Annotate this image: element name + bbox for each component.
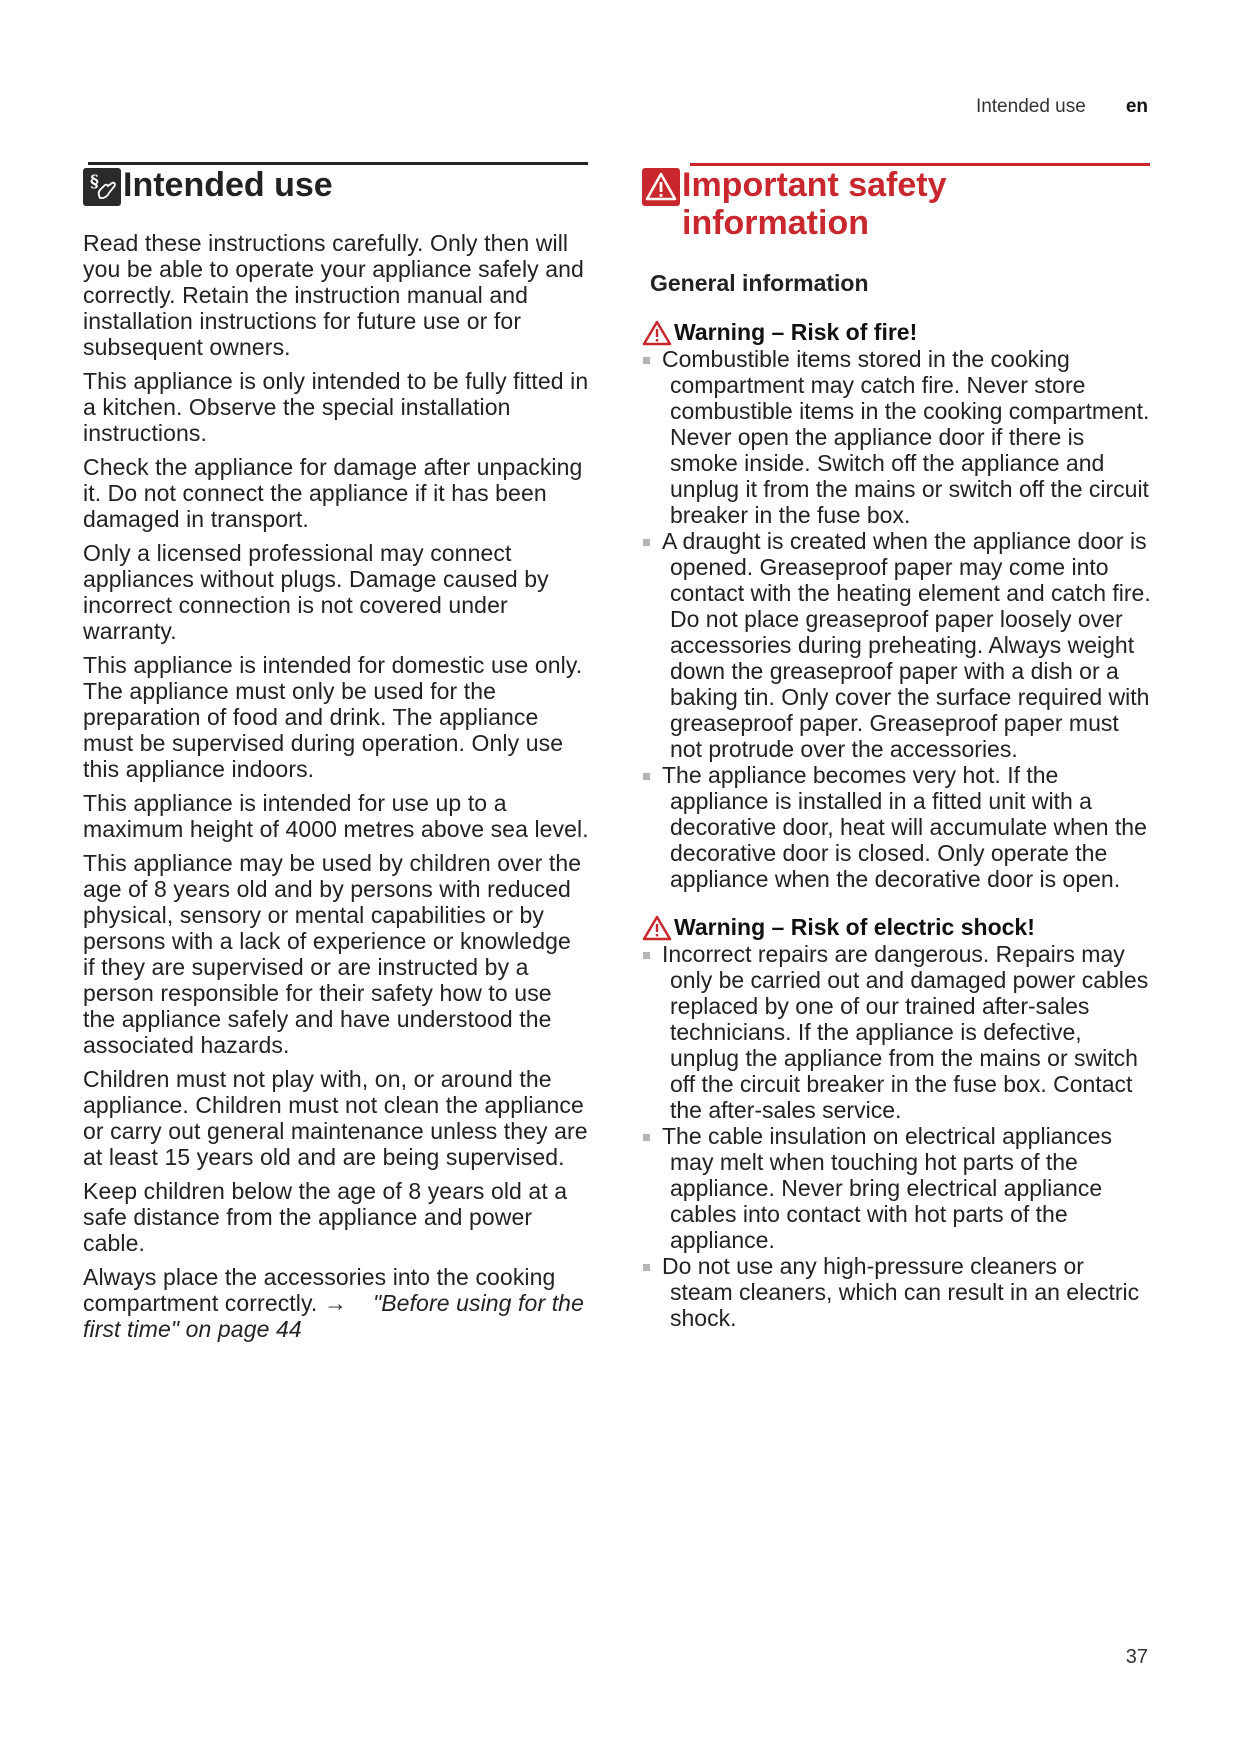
svg-text:§: §	[90, 172, 99, 192]
bullet-square-icon	[643, 539, 650, 546]
warning-triangle-icon	[642, 168, 680, 206]
warning-shock-heading	[642, 914, 1152, 941]
paragraph: Check the appliance for damage after unpacking it. Do not connect the appliance if it has been damaged in transport.	[83, 454, 583, 532]
safety-title	[682, 166, 947, 242]
warning-triangle-icon	[642, 915, 672, 941]
paragraph: This appliance is intended for domestic use only. The appliance must only be used for the preparation of food and drink. The appliance must be supervised during operation. Only use this appliance indoors.	[83, 652, 583, 782]
running-header	[976, 96, 1148, 118]
fire-warning-list	[642, 346, 1152, 892]
paragraph-with-reference	[83, 1264, 589, 1342]
list-item	[642, 346, 1152, 528]
list-item-text: The cable insulation on electrical appliances may melt when touching hot parts of the appliance. Never bring electrical appliance cables into contact with hot parts of the appliance.	[662, 1123, 1113, 1254]
paragraph: This appliance is intended for use up to a maximum height of 4000 metres above sea level.	[83, 790, 589, 842]
safety-title-line1: Important safety	[682, 166, 947, 204]
list-item	[642, 1123, 1152, 1253]
list-item-text: Incorrect repairs are dangerous. Repairs may only be carried out and damaged power cables replaced by one of our trained after-sales technicians. If the appliance is defective, unplug the appliance from the mains or switch off the circuit breaker in the fuse box. Contact the after-sales service.	[662, 941, 1149, 1124]
legal-hand-icon	[83, 168, 121, 206]
page-reference-link[interactable]: "Before using for the first time" on page 44	[83, 1290, 584, 1342]
list-item-text: A draught is created when the appliance door is opened. Greaseproof paper may come into contact with the heating element and catch fire. Do not place greaseproof paper loosely over accessories during preheating. Always weight down the greaseproof paper with a dish or a baking tin. Only cover the surface required with greaseproof paper. Greaseproof paper must not protrude over the accessories.	[662, 528, 1151, 763]
bullet-square-icon	[643, 952, 650, 959]
bullet-square-icon	[643, 1134, 650, 1141]
list-item-text: Combustible items stored in the cooking compartment may catch fire. Never store combustible items in the cooking compartment. Never open the appliance door if there is smoke inside. Switch off the appliance and unplug it from the mains or switch off the circuit breaker in the fuse box.	[662, 346, 1150, 529]
safety-heading	[642, 166, 1152, 242]
paragraph: This appliance is only intended to be fully fitted in a kitchen. Observe the special installation instructions.	[83, 368, 589, 446]
intended-use-column	[83, 162, 589, 1350]
list-item	[642, 941, 1152, 1123]
list-item	[642, 762, 1152, 892]
header-section: Intended use	[975, 96, 1086, 117]
page-number: 37	[1125, 1646, 1148, 1668]
warning-fire-title: Warning – Risk of fire!	[674, 319, 918, 346]
list-item	[642, 1253, 1152, 1331]
list-item-text: Do not use any high-pressure cleaners or steam cleaners, which can result in an electric shock.	[662, 1253, 1140, 1332]
safety-title-line2: information	[682, 204, 869, 243]
warning-fire-heading	[642, 319, 1152, 346]
paragraph: Children must not play with, on, or around the appliance. Children must not clean the appliance or carry out general maintenance unless they are at least 15 years old and are being supervised.	[83, 1066, 588, 1170]
warning-shock-title: Warning – Risk of electric shock!	[674, 914, 1035, 941]
paragraph: Only a licensed professional may connect appliances without plugs. Damage caused by incorrect connection is not covered under warranty.	[83, 540, 549, 644]
header-language: en	[1125, 96, 1148, 117]
general-information-heading: General information	[650, 270, 869, 297]
intended-use-body	[83, 230, 589, 1342]
paragraph: Keep children below the age of 8 years old at a safe distance from the appliance and power cable.	[83, 1178, 568, 1256]
arrow-right-icon: →	[323, 1290, 347, 1316]
paragraph: This appliance may be used by children over the age of 8 years old and by persons with reduced physical, sensory or mental capabilities or by persons with a lack of experience or knowledge if they are supervised or are instructed by a person responsible for their safety how to use the appliance safely and have understood the associated hazards.	[83, 850, 582, 1058]
bullet-square-icon	[643, 773, 650, 780]
warning-triangle-icon	[642, 320, 672, 346]
paragraph: Read these instructions carefully. Only then will you be able to operate your appliance safely and correctly. Retain the instruction manual and installation instructions for future use or for subsequent owners.	[83, 230, 584, 360]
bullet-square-icon	[643, 357, 650, 364]
intended-use-heading	[83, 166, 589, 206]
bullet-square-icon	[643, 1264, 650, 1271]
shock-warning-list	[642, 941, 1152, 1331]
paragraph-text: Always place the accessories into the cooking compartment correctly.	[83, 1264, 556, 1316]
intended-use-title: Intended use	[123, 166, 333, 204]
list-item	[642, 528, 1152, 762]
safety-column	[642, 162, 1152, 1331]
list-item-text: The appliance becomes very hot. If the appliance is installed in a fitted unit with a decorative door, heat will accumulate when the decorative door is closed. Only operate the appliance when the decorative door is open.	[662, 762, 1147, 893]
